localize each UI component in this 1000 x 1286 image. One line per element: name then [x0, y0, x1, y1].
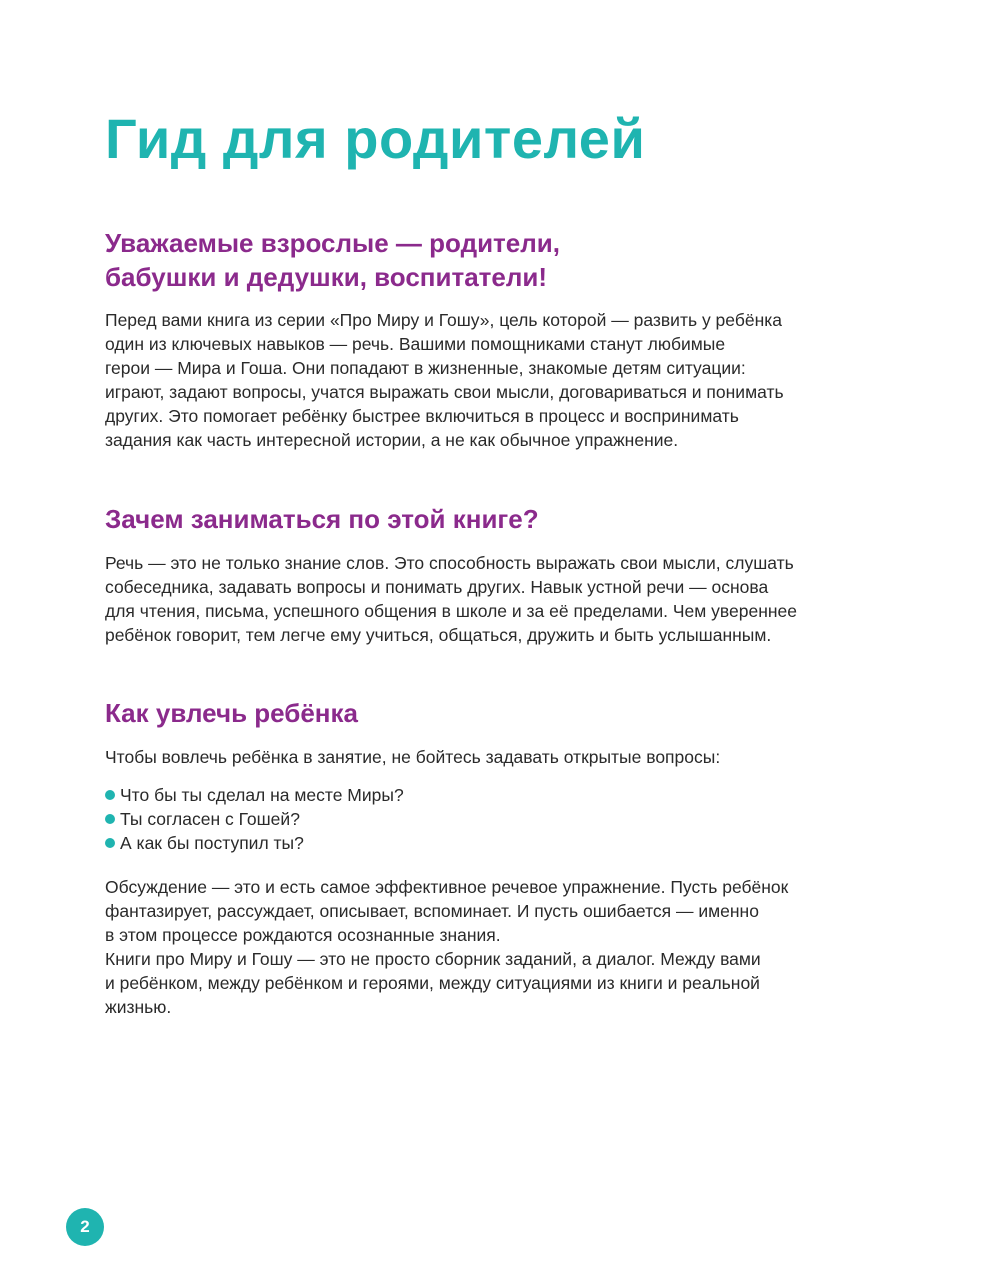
paragraph-line: жизнью.: [105, 997, 172, 1017]
section-greeting: [105, 226, 905, 452]
list-item-text: А как бы поступил ты?: [120, 833, 304, 853]
list-item: [105, 807, 905, 831]
paragraph-line: и ребёнком, между ребёнком и героями, между ситуациями из книги и реальной: [105, 973, 760, 993]
engage-intro: Чтобы вовлечь ребёнка в занятие, не бойтесь задавать открытые вопросы:: [105, 747, 721, 767]
paragraph-line: для чтения, письма, успешного общения в школе и за её пределами. Чем увереннее: [105, 601, 798, 621]
paragraph-line: собеседника, задавать вопросы и понимать других. Навык устной речи — основа: [105, 577, 769, 597]
greeting-heading: [105, 226, 905, 294]
paragraph-line: Перед вами книга из серии «Про Миру и Гошу», цель которой — развить у ребёнка: [105, 310, 783, 330]
list-item-text: Что бы ты сделал на месте Миры?: [120, 785, 404, 805]
paragraph-line: фантазирует, рассуждает, описывает, вспоминает. И пусть ошибается — именно: [105, 901, 759, 921]
questions-list: [105, 783, 905, 855]
paragraph-line: задания как часть интересной истории, а не как обычное упражнение.: [105, 430, 679, 450]
paragraph-line: других. Это помогает ребёнку быстрее включиться в процесс и воспринимать: [105, 406, 739, 426]
list-item: [105, 831, 905, 855]
paragraph-line: в этом процессе рождаются осознанные знания.: [105, 925, 501, 945]
paragraph-line: ребёнок говорит, тем легче ему учиться, общаться, дружить и быть услышанным.: [105, 625, 772, 645]
list-item: [105, 783, 905, 807]
why-heading: Зачем заниматься по этой книге?: [105, 504, 539, 534]
engage-heading: Как увлечь ребёнка: [105, 698, 358, 728]
engage-paragraph: [105, 875, 905, 1019]
paragraph-line: герои — Мира и Гоша. Они попадают в жизненные, знакомые детям ситуации:: [105, 358, 746, 378]
bullet-dot-icon: [105, 814, 115, 824]
section-engage: [105, 696, 905, 1019]
paragraph-line: играют, задают вопросы, учатся выражать свои мысли, договариваться и понимать: [105, 382, 784, 402]
page-number-badge: 2: [66, 1208, 104, 1246]
paragraph-line: Речь — это не только знание слов. Это способность выражать свои мысли, слушать: [105, 553, 794, 573]
paragraph-line: один из ключевых навыков — речь. Вашими помощниками станут любимые: [105, 334, 726, 354]
paragraph-line: Книги про Миру и Гошу — это не просто сборник заданий, а диалог. Между вами: [105, 949, 761, 969]
greeting-paragraph: [105, 308, 905, 452]
paragraph-line: Обсуждение — это и есть самое эффективное речевое упражнение. Пусть ребёнок: [105, 877, 789, 897]
bullet-dot-icon: [105, 838, 115, 848]
page-title: Гид для родителей: [105, 107, 646, 170]
section-why: [105, 502, 905, 647]
bullet-dot-icon: [105, 790, 115, 800]
why-paragraph: [105, 551, 905, 647]
greeting-heading-line: бабушки и дедушки, воспитатели!: [105, 262, 548, 292]
list-item-text: Ты согласен с Гошей?: [120, 809, 300, 829]
greeting-heading-line: Уважаемые взрослые — родители,: [105, 228, 560, 258]
